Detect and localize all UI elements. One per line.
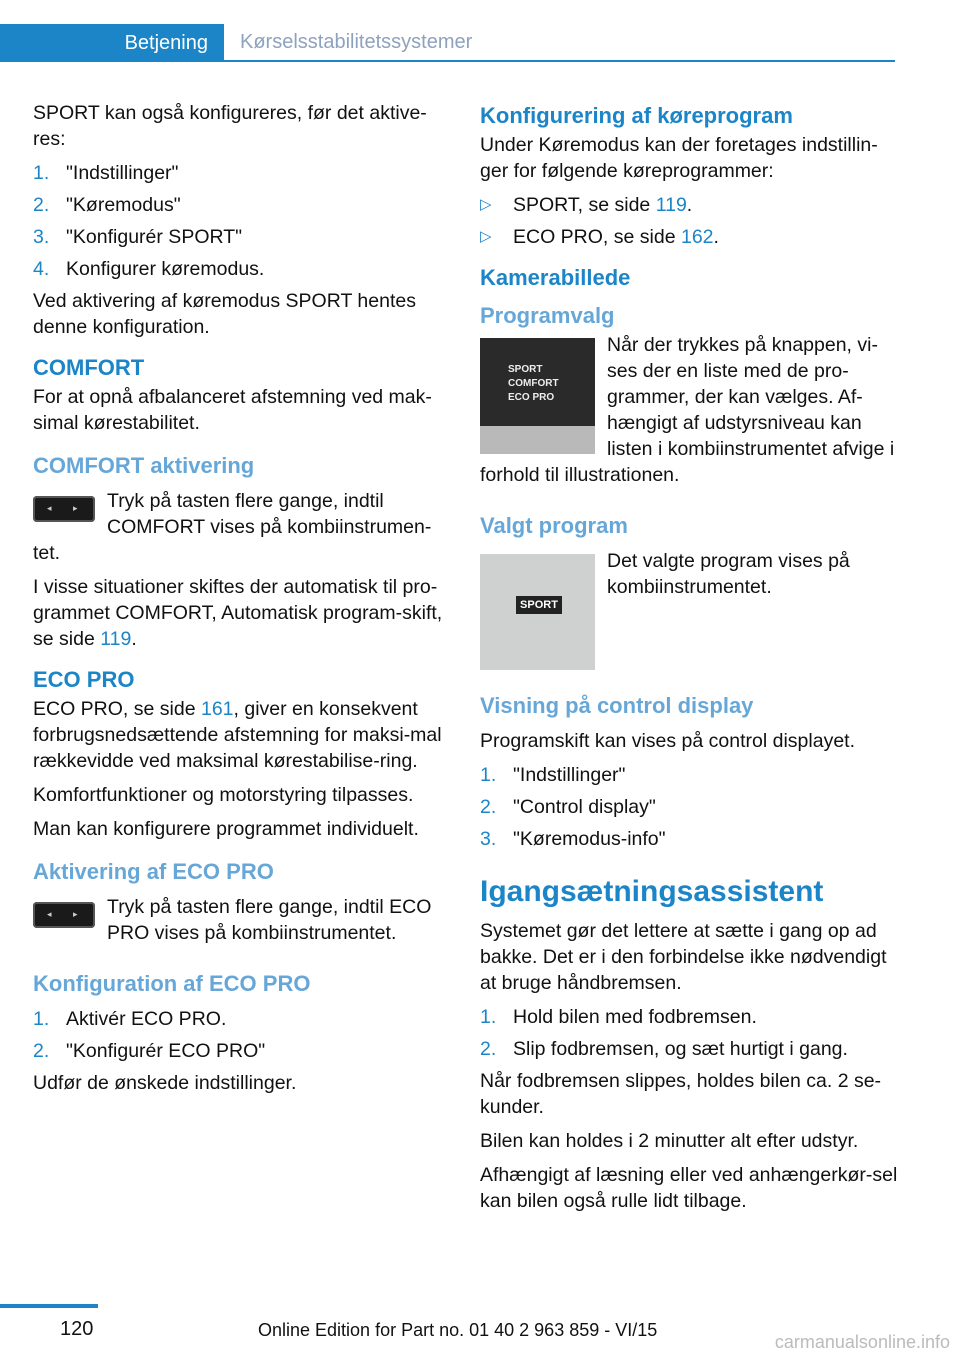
comfort-activation-text: Tryk på tasten flere gange, indtil COMFORT vises på kombiinstrumen-tet. xyxy=(33,490,432,564)
program-list xyxy=(480,192,898,250)
mode-button-icon: ◂ ▸ xyxy=(33,496,95,522)
edition-text: Online Edition for Part no. 01 40 2 963 859 - VI/15 xyxy=(258,1320,658,1340)
drive-program-config-text: Under Køremodus kan der foretages indstillin-ger for følgende køreprogrammer: xyxy=(480,134,878,182)
intro-text: SPORT kan også konfigureres, før det aktive-res: xyxy=(33,102,427,150)
hill-start-steps xyxy=(480,1004,898,1062)
list-item: 2. "Køremodus" xyxy=(33,194,181,216)
list-item: ▷ ECO PRO, se side 162. xyxy=(480,226,719,248)
hill-start-assistant-heading: Igangsætningsassistent xyxy=(480,875,824,908)
hold-duration-text: Bilen kan holdes i 2 minutter alt efter udstyr. xyxy=(480,1130,859,1152)
hold-text: Når fodbremsen slippes, holdes bilen ca. 2 se-kunder. xyxy=(480,1070,882,1118)
selected-program-text: Det valgte program vises på kombiinstrumentet. xyxy=(607,550,850,598)
final-text: Udfør de ønskede indstillinger. xyxy=(33,1072,297,1094)
drive-program-config-heading: Konfigurering af køreprogram xyxy=(480,103,793,128)
header-rule xyxy=(224,60,895,62)
comfort-activation-heading: COMFORT aktivering xyxy=(33,453,255,478)
program-select-block xyxy=(480,332,898,496)
eco-pro-config-heading: Konfiguration af ECO PRO xyxy=(33,971,311,996)
left-column xyxy=(33,100,453,1104)
sport-steps xyxy=(33,160,453,282)
hill-start-text: Systemet gør det lettere at sætte i gang op ad bakke. Det er i den forbindelse ikke nødvendigt at bruge håndbremsen. xyxy=(480,920,887,994)
sport-config-text: Ved aktivering af køremodus SPORT hentes denne konfiguration. xyxy=(33,290,416,338)
page-link[interactable]: 119 xyxy=(100,628,132,650)
eco-pro-activation-text: Tryk på tasten flere gange, indtil ECO PRO vises på kombiinstrumentet. xyxy=(107,896,432,944)
control-display-steps xyxy=(480,762,898,852)
page-link[interactable]: 162 xyxy=(680,226,714,248)
auto-switch-text: I visse situationer skiftes der automatisk til pro-grammet COMFORT, Automatisk program-skift, se side 119. xyxy=(33,576,443,650)
comfort-text: For at opnå afbalanceret afstemning ved mak-simal kørestabilitet. xyxy=(33,386,432,434)
eco-pro-steps xyxy=(33,1006,453,1064)
header xyxy=(0,24,895,62)
list-item: 2. Slip fodbremsen, og sæt hurtigt i gang. xyxy=(480,1038,848,1060)
right-column xyxy=(480,100,898,1222)
camera-image-heading: Kamerabillede xyxy=(480,265,631,290)
list-item: 1. Aktivér ECO PRO. xyxy=(33,1008,227,1030)
list-item: 2. "Konfigurér ECO PRO" xyxy=(33,1040,266,1062)
eco-pro-heading: ECO PRO xyxy=(33,667,135,692)
list-item: 3. "Konfigurér SPORT" xyxy=(33,226,243,248)
program-select-text: Når der trykkes på knappen, vi-ses der en liste med de pro-grammer, der kan vælges. Af-hængigt af udstyrsniveau kan listen i kombiinstrumentet afvige i forhold til illustrationen. xyxy=(480,334,895,486)
list-item: 2. "Control display" xyxy=(480,796,656,818)
page-link[interactable]: 119 xyxy=(655,194,687,216)
page-link[interactable]: 161 xyxy=(200,698,234,720)
selected-program-block xyxy=(480,548,898,676)
section-tab[interactable]: Betjening xyxy=(0,24,224,62)
eco-pro-activation-heading: Aktivering af ECO PRO xyxy=(33,859,274,884)
comfort-activation-block xyxy=(33,488,453,574)
list-item: 3. "Køremodus-info" xyxy=(480,828,666,850)
control-display-text: Programskift kan vises på control displayet. xyxy=(480,730,855,752)
mode-button-icon: ◂ ▸ xyxy=(33,902,95,928)
program-select-heading: Programvalg xyxy=(480,303,615,328)
list-item: 4. Konfigurer køremodus. xyxy=(33,258,265,280)
list-item: 1. "Indstillinger" xyxy=(33,162,179,184)
comfort-heading: COMFORT xyxy=(33,355,145,380)
eco-pro-comfort-text: Komfortfunktioner og motorstyring tilpasses. xyxy=(33,784,414,806)
page-number: 120 xyxy=(60,1318,94,1340)
list-item: 1. "Indstillinger" xyxy=(480,764,626,786)
program-list-image: SPORT COMFORT ECO PRO xyxy=(480,338,595,454)
footer-rule xyxy=(0,1304,98,1308)
selected-program-heading: Valgt program xyxy=(480,513,628,538)
eco-pro-text: ECO PRO, se side 161, giver en konsekvent forbrugsnedsættende afstemning for maksi-mal rækkevidde ved maksimal kørestabilise-ring. xyxy=(33,698,442,772)
eco-pro-activation-block xyxy=(33,894,453,954)
chapter-tab[interactable]: Kørselsstabilitetssystemer xyxy=(240,30,473,53)
control-display-heading: Visning på control display xyxy=(480,693,754,718)
selected-program-image: SPORT xyxy=(480,554,595,670)
list-item: ▷ SPORT, se side 119. xyxy=(480,194,693,216)
list-item: 1. Hold bilen med fodbremsen. xyxy=(480,1006,757,1028)
roll-back-text: Afhængigt af læsning eller ved anhængerkør-sel kan bilen også rulle lidt tilbage. xyxy=(480,1164,898,1212)
watermark: carmanualsonline.info xyxy=(774,1332,950,1352)
eco-pro-individual-text: Man kan konfigurere programmet individuelt. xyxy=(33,818,419,840)
